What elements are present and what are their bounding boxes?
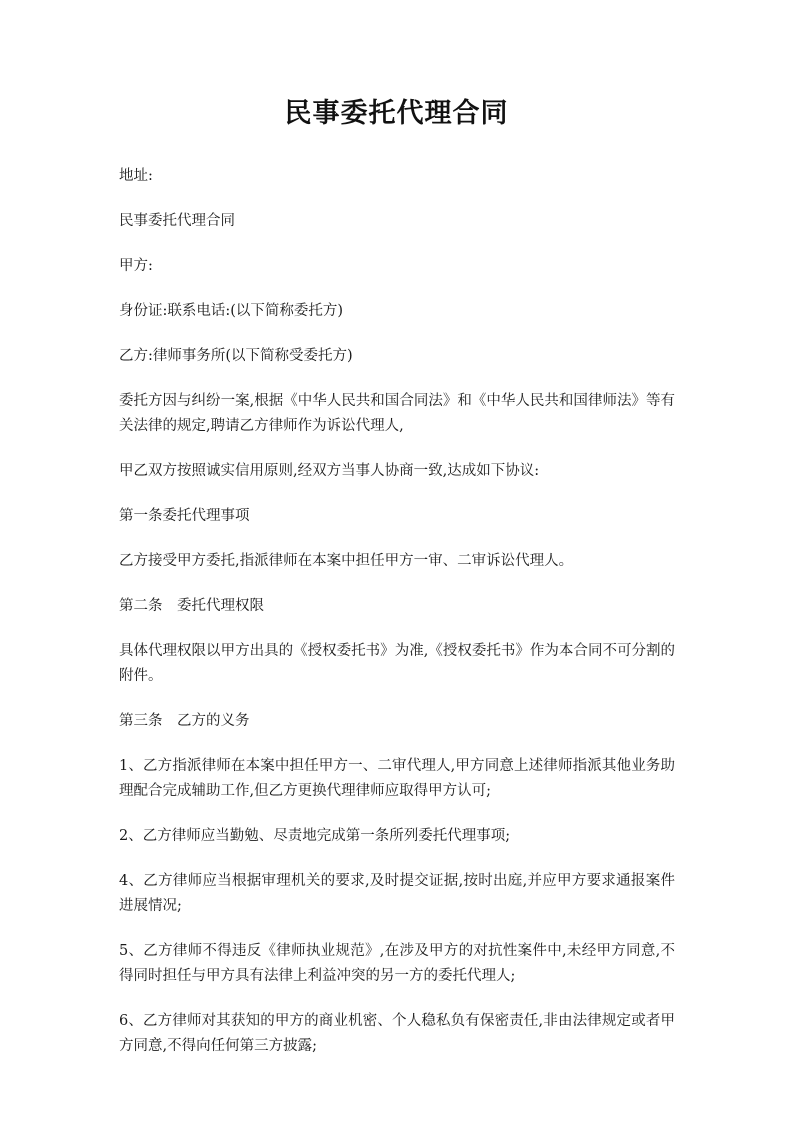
paragraph-id-phone: 身份证:联系电话:(以下简称委托方) xyxy=(119,303,344,319)
document-body xyxy=(119,164,675,1079)
paragraph-preamble: 委托方因与纠纷一案,根据《中华人民共和国合同法》和《中华人民共和国律师法》等有关法律的规定,聘请乙方律师作为诉讼代理人, xyxy=(119,393,675,434)
article-3-heading: 第三条 乙方的义务 xyxy=(119,713,250,729)
article-3-item-6: 6、乙方律师对其获知的甲方的商业机密、个人稳私负有保密责任,非由法律规定或者甲方同意,不得向任何第三方披露; xyxy=(119,1013,675,1054)
paragraph-contract-name: 民事委托代理合同 xyxy=(119,213,235,229)
paragraph-party-b: 乙方:律师事务所(以下简称受委托方) xyxy=(119,348,353,364)
article-3-item-2: 2、乙方律师应当勤勉、尽责地完成第一条所列委托代理事项; xyxy=(119,828,511,844)
article-3-item-1: 1、乙方指派律师在本案中担任甲方一、二审代理人,甲方同意上述律师指派其他业务助理配合完成辅助工作,但乙方更换代理律师应取得甲方认可; xyxy=(119,758,675,799)
article-3-item-4: 4、乙方律师应当根据审理机关的要求,及时提交证据,按时出庭,并应甲方要求通报案件进展情况; xyxy=(119,873,675,914)
article-1-heading: 第一条委托代理事项 xyxy=(119,508,250,524)
article-2-heading: 第二条 委托代理权限 xyxy=(119,598,264,614)
paragraph-address: 地址: xyxy=(119,168,153,184)
article-1-body: 乙方接受甲方委托,指派律师在本案中担任甲方一审、二审诉讼代理人。 xyxy=(119,553,574,569)
article-2-body: 具体代理权限以甲方出具的《授权委托书》为准,《授权委托书》作为本合同不可分割的附件。 xyxy=(119,643,675,684)
paragraph-agreement: 甲乙双方按照诚实信用原则,经双方当事人协商一致,达成如下协议: xyxy=(119,463,540,479)
article-3-item-5: 5、乙方律师不得违反《律师执业规范》,在涉及甲方的对抗性案件中,未经甲方同意,不得同时担任与甲方具有法律上利益冲突的另一方的委托代理人; xyxy=(119,943,675,984)
document-title: 民事委托代理合同 xyxy=(284,98,509,129)
paragraph-party-a: 甲方: xyxy=(119,258,153,274)
